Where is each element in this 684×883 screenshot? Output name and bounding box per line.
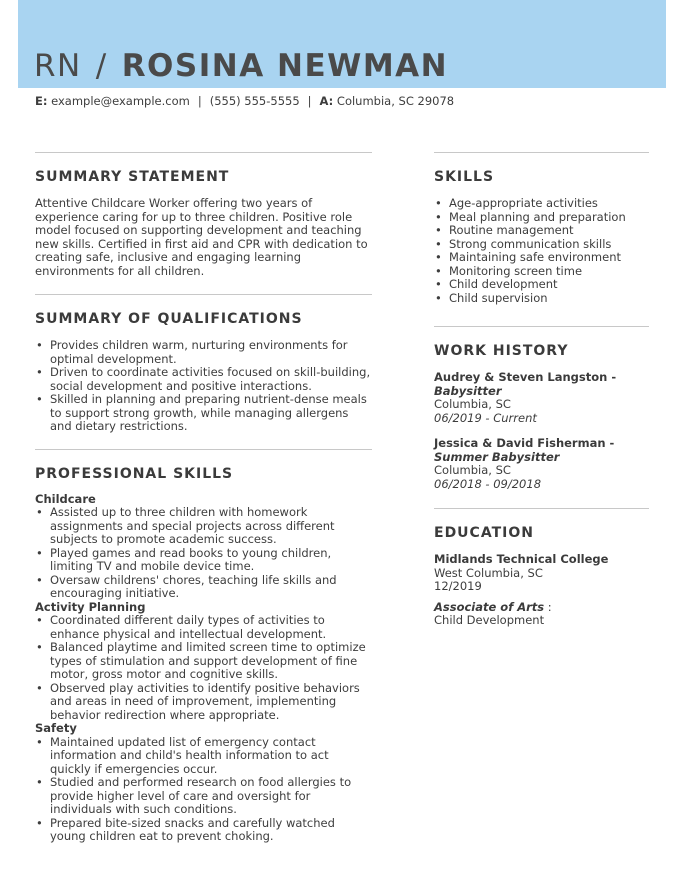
school-name: Midlands Technical College: [434, 552, 609, 566]
list-item: • Assisted up to three children with homework assignments and special projects across different subjects to promote academic success.: [35, 506, 372, 547]
contact-divider: |: [197, 94, 202, 108]
job-role: Babysitter: [434, 383, 502, 398]
professional-skills-title: PROFESSIONAL SKILLS: [35, 465, 234, 482]
section-divider: [35, 449, 372, 450]
right-column: [434, 152, 649, 640]
full-name: ROSINA NEWMAN: [121, 48, 449, 84]
list-item: • Balanced playtime and limited screen time to optimize types of stimulation and support development of fine motor, gross motor and cognitive skills.: [35, 641, 372, 682]
skills-list: [434, 197, 649, 305]
degree-suffix: :: [544, 599, 552, 614]
skill-group-list: [35, 614, 372, 722]
skills-title: SKILLS: [434, 169, 495, 185]
list-item: • Prepared bite-sized snacks and carefully watched young children eat to prevent choking.: [35, 817, 372, 844]
education-title: EDUCATION: [434, 525, 534, 541]
list-item: • Routine management: [434, 224, 649, 238]
graduation-date: 12/2019: [434, 579, 482, 593]
list-item: • Maintained updated list of emergency contact information and child's health information to act quickly if emergencies occur.: [35, 736, 372, 777]
list-item: • Maintaining safe environment: [434, 251, 649, 265]
job-title-row: [434, 371, 649, 398]
degree-field: Child Development: [434, 613, 545, 627]
skill-group-heading: Activity Planning: [35, 599, 146, 614]
section-divider: [35, 152, 372, 153]
list-item: • Played games and read books to young children, limiting TV and mobile device time.: [35, 547, 372, 574]
qualifications-title: SUMMARY OF QUALIFICATIONS: [35, 311, 303, 327]
job-dates: 06/2018 - 09/2018: [434, 476, 542, 491]
section-divider: [434, 152, 649, 153]
section-divider: [35, 294, 372, 295]
job-location: Columbia, SC: [434, 397, 511, 411]
employer: Jessica & David Fisherman: [434, 436, 606, 450]
name-separator: /: [95, 48, 108, 84]
employer: Audrey & Steven Langston: [434, 370, 608, 384]
contact-divider: |: [307, 94, 312, 108]
skill-group-list: [35, 736, 372, 844]
dash: -: [607, 370, 617, 384]
skill-group-heading: Childcare: [35, 491, 96, 506]
job-title-row: [434, 437, 649, 464]
work-history-title: WORK HISTORY: [434, 343, 569, 359]
list-item: • Child development: [434, 278, 649, 292]
skill-group-heading: Safety: [35, 721, 77, 735]
left-column: [35, 152, 372, 844]
list-item: • Observed play activities to identify positive behaviors and areas in need of improvement, implementing behavior redirection where appropriate.: [35, 682, 372, 723]
section-divider: [434, 326, 649, 327]
phone[interactable]: (555) 555-5555: [209, 94, 300, 108]
job-entry: [434, 437, 649, 491]
list-item: • Monitoring screen time: [434, 265, 649, 279]
degree-entry: [434, 601, 649, 628]
name-line: [34, 46, 448, 86]
summary-text: Attentive Childcare Worker offering two years of experience caring for up to three children. Positive role model focused on supporting development and teaching new skills. Certified in first aid and CPR with dedication to creating safe, inclusive and engaging learning environments for all children.: [35, 196, 368, 278]
email-label: E:: [35, 94, 48, 108]
list-item: • Age-appropriate activities: [434, 197, 649, 211]
address: Columbia, SC 29078: [336, 94, 455, 108]
degree-row: [434, 601, 649, 615]
contact-line: [35, 94, 454, 108]
email[interactable]: example@example.com: [51, 94, 190, 108]
job-dates: 06/2019 - Current: [434, 410, 537, 425]
list-item: • Oversaw childrens' chores, teaching life skills and encouraging initiative.: [35, 574, 372, 601]
summary-title: SUMMARY STATEMENT: [35, 169, 230, 185]
job-role: Summer Babysitter: [434, 449, 560, 464]
job-location: Columbia, SC: [434, 463, 511, 477]
section-divider: [434, 508, 649, 509]
list-item: • Strong communication skills: [434, 238, 649, 252]
education-entry: [434, 553, 649, 594]
dash: -: [605, 436, 615, 450]
list-item: • Studied and performed research on food allergies to provide higher level of care and oversight for individuals with such conditions.: [35, 776, 372, 817]
skill-group-list: [35, 506, 372, 601]
list-item: • Coordinated different daily types of activities to enhance physical and intellectual development.: [35, 614, 372, 641]
list-item: • Meal planning and preparation: [434, 211, 649, 225]
credential: RN: [34, 48, 82, 84]
qualifications-list: [35, 339, 372, 434]
list-item: • Provides children warm, nurturing environments for optimal development.: [35, 339, 372, 366]
address-label: A:: [319, 94, 334, 108]
degree: Associate of Arts: [434, 599, 545, 614]
list-item: • Skilled in planning and preparing nutrient-dense meals to support strong growth, while managing allergens and dietary restrictions.: [35, 393, 372, 434]
school-location: West Columbia, SC: [434, 565, 543, 580]
list-item: • Child supervision: [434, 292, 649, 306]
list-item: • Driven to coordinate activities focused on skill-building, social development and positive interactions.: [35, 366, 372, 393]
job-entry: [434, 371, 649, 425]
